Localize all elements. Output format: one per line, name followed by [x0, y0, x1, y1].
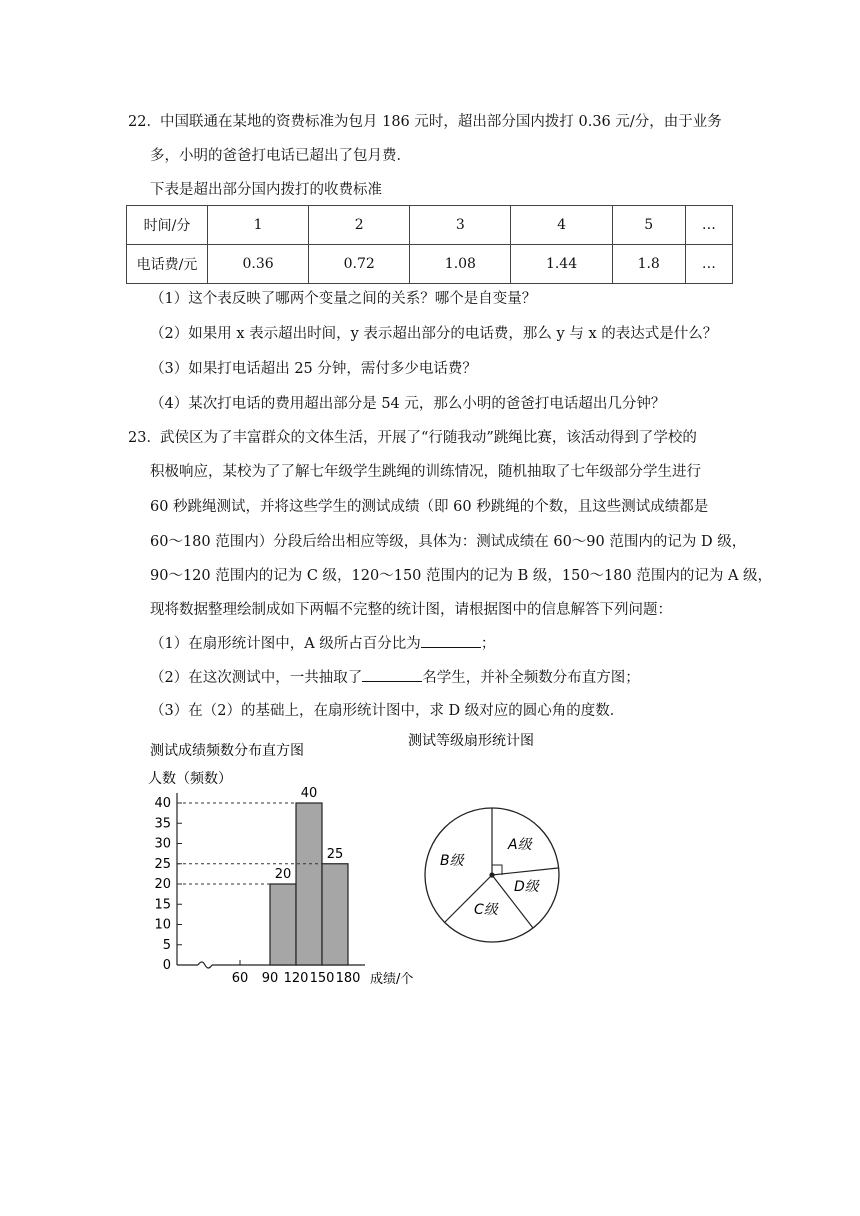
q22-table-caption: 下表是超出部分国内拨打的收费标准 — [150, 182, 382, 198]
y-tick-label: 35 — [154, 816, 171, 832]
table-row — [127, 206, 733, 245]
q23-sub1 — [150, 633, 495, 654]
histogram-chart — [140, 735, 440, 995]
table-cell: 2 — [309, 206, 410, 245]
x-tick-label: 180 — [335, 971, 361, 986]
bar-value-label: 20 — [274, 867, 292, 882]
q23-sub1-end: ； — [480, 636, 496, 652]
q23-line3: 60 秒跳绳测试，并将这些学生的测试成绩（即 60 秒跳绳的个数，且这些测试成绩都是 — [150, 499, 709, 515]
table-cell: 1.44 — [511, 245, 612, 284]
fee-table — [126, 205, 733, 284]
y-tick-label: 30 — [154, 836, 171, 852]
axis-break-mark — [198, 962, 212, 968]
pie-chart — [400, 725, 600, 945]
pie-title: 测试等级扇形统计图 — [408, 733, 534, 749]
histogram-title: 测试成绩频数分布直方图 — [150, 743, 304, 759]
histogram-xlabel: 成绩/个 — [370, 972, 414, 987]
q22-sub2: （2）如果用 x 表示超出时间，y 表示超出部分的电话费，那么 y 与 x 的表达式是什么？ — [150, 326, 718, 342]
table-cell: 4 — [511, 206, 612, 245]
q23-line1: 武侯区为了丰富群众的文体生活，开展了“行随我动”跳绳比赛，该活动得到了学校的 — [160, 430, 697, 446]
y-tick-label: 15 — [154, 897, 171, 913]
answer-blank[interactable] — [362, 667, 422, 682]
q23-sub2 — [150, 667, 640, 688]
pie-label-a: A级 — [508, 837, 532, 853]
q23-line4: 60～180 范围内）分段后给出相应等级，具体为：测试成绩在 60～90 范围内的记为 D 级， — [150, 534, 747, 550]
q23-sub3: （3）在（2）的基础上，在扇形统计图中，求 D 级对应的圆心角的度数． — [150, 703, 625, 719]
y-tick-label: 10 — [154, 917, 171, 933]
histogram-bar — [270, 884, 296, 965]
q22-line1: 中国联通在某地的资费标准为包月 186 元时，超出部分国内拨打 0.36 元/分，由于业务 — [160, 114, 722, 130]
table-cell: … — [685, 245, 732, 284]
q22-sub3: （3）如果打电话超出 25 分钟，需付多少电话费？ — [150, 361, 477, 377]
answer-blank[interactable] — [421, 633, 481, 648]
x-tick-label: 150 — [309, 971, 335, 986]
table-row — [127, 245, 733, 284]
x-tick-label: 90 — [261, 971, 279, 986]
histogram-ylabel: 人数（频数） — [148, 771, 232, 787]
q22-sub1: （1）这个表反映了哪两个变量之间的关系？哪个是自变量？ — [150, 291, 537, 307]
table-cell: 1.8 — [612, 245, 685, 284]
table-cell: 0.36 — [208, 245, 309, 284]
q22-sub4: （4）某次打电话的费用超出部分是 54 元，那么小明的爸爸打电话超出几分钟？ — [150, 396, 666, 412]
table-header-fee: 电话费/元 — [127, 245, 208, 284]
q23-line5: 90～120 范围内的记为 C 级，120～150 范围内的记为 B 级，150～180 范围内的记为 A 级， — [150, 568, 773, 584]
table-cell: 1 — [208, 206, 309, 245]
q23-number: 23． — [128, 430, 161, 446]
x-tick-label: 60 — [231, 971, 249, 986]
q22-line2: 多，小明的爸爸打电话已超出了包月费． — [150, 148, 411, 164]
q22-number: 22． — [128, 114, 161, 130]
q23-sub2-text: （2）在这次测试中，一共抽取了 — [150, 670, 363, 686]
pie-label-d: D级 — [514, 879, 539, 895]
x-tick-label: 120 — [283, 971, 309, 986]
y-tick-label: 20 — [154, 877, 171, 892]
y-tick-label: 5 — [162, 937, 171, 953]
table-cell: … — [685, 206, 732, 245]
bar-value-label: 25 — [326, 846, 344, 862]
histogram-bar — [322, 864, 348, 965]
table-header-time: 时间/分 — [127, 206, 208, 245]
y-tick-label: 0 — [162, 958, 171, 973]
table-cell: 5 — [612, 206, 685, 245]
q23-line6: 现将数据整理绘制成如下两幅不完整的统计图，请根据图中的信息解答下列问题： — [150, 602, 672, 618]
q23-sub1-text: （1）在扇形统计图中，A 级所占百分比为 — [150, 636, 421, 652]
bar-value-label: 40 — [300, 786, 318, 801]
y-tick-label: 40 — [154, 796, 171, 811]
q23-line2: 积极响应，某校为了了解七年级学生跳绳的训练情况，随机抽取了七年级部分学生进行 — [150, 464, 701, 480]
pie-label-b: B级 — [440, 853, 464, 869]
histogram-bar — [296, 803, 322, 965]
pie-label-c: C级 — [474, 902, 498, 918]
y-tick-label: 25 — [154, 856, 171, 872]
table-cell: 3 — [410, 206, 511, 245]
table-cell: 1.08 — [410, 245, 511, 284]
table-cell: 0.72 — [309, 245, 410, 284]
pie-center-dot — [489, 872, 494, 877]
q23-sub2-end: 名学生，并补全频数分布直方图； — [422, 670, 640, 686]
